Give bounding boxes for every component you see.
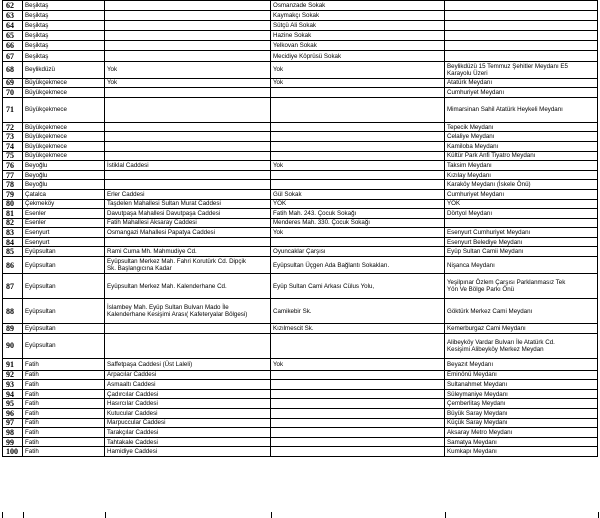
row-number: 63	[3, 11, 23, 21]
side-street-cell	[271, 180, 445, 190]
side-street-cell: Yok	[271, 161, 445, 171]
side-street-cell	[271, 447, 445, 457]
side-street-cell	[271, 399, 445, 409]
square-cell: Büyük Saray Meydanı	[445, 409, 598, 419]
main-street-cell	[105, 132, 271, 142]
side-street-cell: Eyüpsultan Üçgen Ada Bağlantı Sokakları.	[271, 257, 445, 274]
main-street-cell	[105, 180, 271, 190]
district-cell: Çekmeköy	[23, 199, 105, 209]
square-cell: Esenyurt Belediye Meydanı	[445, 237, 598, 247]
main-street-cell	[105, 237, 271, 247]
table-row	[3, 257, 598, 274]
side-street-cell	[271, 151, 445, 161]
district-cell: Beyoğlu	[23, 170, 105, 180]
main-street-cell: Kutucular Caddesi	[105, 409, 271, 419]
table-row	[3, 333, 598, 358]
row-number: 64	[3, 21, 23, 31]
table-body	[3, 1, 598, 457]
district-cell: Beyoğlu	[23, 161, 105, 171]
row-number: 69	[3, 78, 23, 88]
main-street-cell: Hamidiye Caddesi	[105, 447, 271, 457]
side-street-cell: Sütçü Ali Sokak	[271, 21, 445, 31]
square-cell	[445, 1, 598, 11]
table-row	[3, 11, 598, 21]
square-cell: Tepecik Meydanı	[445, 122, 598, 132]
square-cell: Dörtyol Meydanı	[445, 209, 598, 219]
square-cell: Beyazıt Meydanı	[445, 358, 598, 370]
row-number: 86	[3, 257, 23, 274]
table-row	[3, 199, 598, 209]
district-cell: Fatih	[23, 389, 105, 399]
table-row	[3, 122, 598, 132]
main-street-cell	[105, 333, 271, 358]
side-street-cell	[271, 370, 445, 380]
row-number: 72	[3, 122, 23, 132]
side-street-cell: Osmanzade Sokak	[271, 1, 445, 11]
district-cell: Esenler	[23, 209, 105, 219]
main-street-cell: Çadırcılar Caddesi	[105, 389, 271, 399]
side-street-cell: Eyüp Sultan Cami Arkası Cülus Yolu,	[271, 274, 445, 299]
table-row	[3, 61, 598, 78]
table-row	[3, 358, 598, 370]
main-street-cell: Tahtakale Caddesi	[105, 437, 271, 447]
district-cell: Büyükçekmece	[23, 88, 105, 98]
square-cell: Beylikdüzü 15 Temmuz Şehitler Meydanı E5 Karayolu Üzeri	[445, 61, 598, 78]
square-cell: Samatya Meydanı	[445, 437, 598, 447]
district-cell: Fatih	[23, 370, 105, 380]
table-row	[3, 141, 598, 151]
district-cell: Beşiktaş	[23, 51, 105, 61]
square-cell: Cumhuriyet Meydanı	[445, 88, 598, 98]
row-number: 65	[3, 31, 23, 41]
table-row	[3, 151, 598, 161]
square-cell: Eyüp Sultan Camii Meydanı	[445, 247, 598, 257]
district-cell: Fatih	[23, 447, 105, 457]
table-row	[3, 247, 598, 257]
table-row	[3, 1, 598, 11]
row-number: 82	[3, 218, 23, 228]
table-row	[3, 447, 598, 457]
side-street-cell	[271, 418, 445, 428]
row-number: 97	[3, 418, 23, 428]
square-cell: Kızılay Meydanı	[445, 170, 598, 180]
square-cell	[445, 31, 598, 41]
table-row	[3, 237, 598, 247]
square-cell: Esenyurt Cumhuriyet Meydanı	[445, 228, 598, 238]
square-cell	[445, 51, 598, 61]
table-row	[3, 170, 598, 180]
district-cell: Eyüpsultan	[23, 324, 105, 334]
table-row	[3, 399, 598, 409]
square-cell: Kumkapı Meydanı	[445, 447, 598, 457]
row-number: 87	[3, 274, 23, 299]
square-cell: Kemerburgaz Cami Meydanı	[445, 324, 598, 334]
row-number: 76	[3, 161, 23, 171]
main-street-cell	[105, 141, 271, 151]
main-street-cell	[105, 324, 271, 334]
table-row	[3, 437, 598, 447]
square-cell: Mimarsinan Sahil Atatürk Heykeli Meydanı	[445, 97, 598, 122]
row-number: 95	[3, 399, 23, 409]
next-row-partial	[2, 512, 599, 518]
district-cell: Büyükçekmece	[23, 97, 105, 122]
main-street-cell: Davutpaşa Mahallesi Davutpaşa Caddesi	[105, 209, 271, 219]
district-cell: Eyüpsultan	[23, 274, 105, 299]
main-street-cell: Asmaaltı Caddesi	[105, 380, 271, 390]
district-cell: Fatih	[23, 418, 105, 428]
main-street-cell: Hasırcılar Caddesi	[105, 399, 271, 409]
square-cell: Nişanca Meydanı	[445, 257, 598, 274]
row-number: 91	[3, 358, 23, 370]
table-row	[3, 41, 598, 51]
table-row	[3, 418, 598, 428]
district-cell: Büyükçekmece	[23, 78, 105, 88]
row-number: 88	[3, 299, 23, 324]
district-cell: Fatih	[23, 428, 105, 438]
district-cell: Büyükçekmece	[23, 151, 105, 161]
main-street-cell: Osmangazi Mahallesi Papatya Caddesi	[105, 228, 271, 238]
table-row	[3, 409, 598, 419]
row-number: 94	[3, 389, 23, 399]
district-cell: Fatih	[23, 399, 105, 409]
district-cell: Çatalca	[23, 189, 105, 199]
row-number: 75	[3, 151, 23, 161]
table-row	[3, 299, 598, 324]
side-street-cell	[271, 237, 445, 247]
square-cell: Göktürk Merkez Cami Meydanı	[445, 299, 598, 324]
side-street-cell: Yok	[271, 228, 445, 238]
row-number: 99	[3, 437, 23, 447]
side-street-cell	[271, 428, 445, 438]
district-cell: Büyükçekmece	[23, 122, 105, 132]
district-cell: Beyoğlu	[23, 180, 105, 190]
main-street-cell: Yok	[105, 61, 271, 78]
table-row	[3, 209, 598, 219]
row-number: 83	[3, 228, 23, 238]
main-street-cell: Eyüpsultan Merkez Mah. Kalenderhane Cd.	[105, 274, 271, 299]
main-street-cell: Saffetpaşa Caddesi (Üst Laleli)	[105, 358, 271, 370]
streets-squares-table	[2, 0, 598, 457]
district-cell: Beşiktaş	[23, 21, 105, 31]
side-street-cell	[271, 437, 445, 447]
side-street-cell: Fatih Mah. 243. Çocuk Sokağı	[271, 209, 445, 219]
table-row	[3, 88, 598, 98]
main-street-cell	[105, 21, 271, 31]
main-street-cell	[105, 97, 271, 122]
row-number: 90	[3, 333, 23, 358]
table-row	[3, 78, 598, 88]
district-cell: Büyükçekmece	[23, 141, 105, 151]
table-row	[3, 132, 598, 142]
main-street-cell	[105, 41, 271, 51]
side-street-cell: Menderes Mah. 330. Çocuk Sokağı	[271, 218, 445, 228]
row-number: 92	[3, 370, 23, 380]
row-number: 70	[3, 88, 23, 98]
district-cell: Beşiktaş	[23, 11, 105, 21]
district-cell: Eyüpsultan	[23, 257, 105, 274]
main-street-cell: Arpacılar Caddesi	[105, 370, 271, 380]
district-cell: Eyüpsultan	[23, 333, 105, 358]
square-cell: Sultanahmet Meydanı	[445, 380, 598, 390]
row-number: 68	[3, 61, 23, 78]
side-street-cell	[271, 333, 445, 358]
table-row	[3, 228, 598, 238]
main-street-cell	[105, 51, 271, 61]
district-cell: Fatih	[23, 380, 105, 390]
district-cell: Esenyurt	[23, 228, 105, 238]
main-street-cell	[105, 122, 271, 132]
main-street-cell: Yok	[105, 78, 271, 88]
district-cell: Beşiktaş	[23, 41, 105, 51]
main-street-cell: Fatih Mahallesi Aksaray Caddesi	[105, 218, 271, 228]
main-street-cell	[105, 1, 271, 11]
row-number: 77	[3, 170, 23, 180]
side-street-cell: Mecidiye Köprüsü Sokak	[271, 51, 445, 61]
row-number: 79	[3, 189, 23, 199]
square-cell: Kamiloba Meydanı	[445, 141, 598, 151]
side-street-cell	[271, 97, 445, 122]
row-number: 81	[3, 209, 23, 219]
side-street-cell	[271, 380, 445, 390]
side-street-cell	[271, 409, 445, 419]
side-street-cell: Oyuncaklar Çarşısı	[271, 247, 445, 257]
row-number: 98	[3, 428, 23, 438]
table-row	[3, 97, 598, 122]
table-row	[3, 324, 598, 334]
table-row	[3, 380, 598, 390]
district-cell: Eyüpsultan	[23, 247, 105, 257]
district-cell: Beşiktaş	[23, 1, 105, 11]
square-cell	[445, 21, 598, 31]
square-cell	[445, 11, 598, 21]
main-street-cell	[105, 88, 271, 98]
side-street-cell	[271, 88, 445, 98]
district-cell: Büyükçekmece	[23, 132, 105, 142]
side-street-cell: Gül Sokak	[271, 189, 445, 199]
square-cell: Küçük Saray Meydanı	[445, 418, 598, 428]
main-street-cell: İstiklal Caddesi	[105, 161, 271, 171]
square-cell: Karaköy Meydanı (İskele Önü)	[445, 180, 598, 190]
square-cell: Çemberlitaş Meydanı	[445, 399, 598, 409]
row-number: 67	[3, 51, 23, 61]
table-row	[3, 180, 598, 190]
side-street-cell: Yelkovan Sokak	[271, 41, 445, 51]
side-street-cell	[271, 132, 445, 142]
row-number: 62	[3, 1, 23, 11]
side-street-cell	[271, 141, 445, 151]
row-number: 93	[3, 380, 23, 390]
district-cell: Esenyurt	[23, 237, 105, 247]
side-street-cell	[271, 389, 445, 399]
square-cell	[445, 218, 598, 228]
table-row	[3, 370, 598, 380]
square-cell: Kültür Park Anfi Tiyatro Meydanı	[445, 151, 598, 161]
square-cell: Eminönü Meydanı	[445, 370, 598, 380]
row-number: 84	[3, 237, 23, 247]
main-street-cell	[105, 170, 271, 180]
main-street-cell: Marpuccular Caddesi	[105, 418, 271, 428]
district-cell: Fatih	[23, 358, 105, 370]
side-street-cell	[271, 122, 445, 132]
square-cell: Taksim Meydanı	[445, 161, 598, 171]
main-street-cell	[105, 31, 271, 41]
row-number: 66	[3, 41, 23, 51]
table-row	[3, 274, 598, 299]
side-street-cell: Yok	[271, 78, 445, 88]
main-street-cell: Erler Caddesi	[105, 189, 271, 199]
side-street-cell	[271, 170, 445, 180]
side-street-cell: Camikebir Sk.	[271, 299, 445, 324]
table-row	[3, 31, 598, 41]
side-street-cell: Hazine Sokak	[271, 31, 445, 41]
table-row	[3, 389, 598, 399]
side-street-cell: Yok	[271, 358, 445, 370]
side-street-cell: Kaymakçı Sokak	[271, 11, 445, 21]
row-number: 74	[3, 141, 23, 151]
row-number: 96	[3, 409, 23, 419]
main-street-cell	[105, 151, 271, 161]
square-cell: Cumhuriyet Meydanı	[445, 189, 598, 199]
main-street-cell: Eyüpsultan Merkez Mah. Fahri Korutürk Cd. Dipçik Sk. Başlangıcına Kadar	[105, 257, 271, 274]
row-number: 78	[3, 180, 23, 190]
main-street-cell: Tarakçılar Caddesi	[105, 428, 271, 438]
side-street-cell: YOK	[271, 199, 445, 209]
table-row	[3, 51, 598, 61]
row-number: 71	[3, 97, 23, 122]
row-number: 85	[3, 247, 23, 257]
table-row	[3, 218, 598, 228]
side-street-cell: Kızılmescit Sk.	[271, 324, 445, 334]
table-row	[3, 428, 598, 438]
main-street-cell: İslambey Mah. Eyüp Sultan Bulvarı Mado İle Kalenderhane Kesişimi Arası( Kafeteryalar Bölgesi)	[105, 299, 271, 324]
district-cell: Eyüpsultan	[23, 299, 105, 324]
main-street-cell: Rami Cuma Mh. Mahmudiye Cd.	[105, 247, 271, 257]
district-cell: Fatih	[23, 437, 105, 447]
square-cell: Yeşilpınar Özlem Çarşısı Parklanmasız Tek Yön Ve Bölge Parkı Önü	[445, 274, 598, 299]
district-cell: Esenler	[23, 218, 105, 228]
square-cell: Aksaray Metro Meydanı	[445, 428, 598, 438]
square-cell: Celaliye Meydanı	[445, 132, 598, 142]
table-row	[3, 21, 598, 31]
square-cell: Süleymaniye Meydanı	[445, 389, 598, 399]
square-cell: YOK	[445, 199, 598, 209]
table-row	[3, 189, 598, 199]
row-number: 89	[3, 324, 23, 334]
district-cell: Fatih	[23, 409, 105, 419]
district-cell: Beylikdüzü	[23, 61, 105, 78]
main-street-cell	[105, 11, 271, 21]
row-number: 73	[3, 132, 23, 142]
row-number: 80	[3, 199, 23, 209]
square-cell	[445, 41, 598, 51]
side-street-cell: Yok	[271, 61, 445, 78]
main-street-cell: Taşdelen Mahallesi Sultan Murat Caddesi	[105, 199, 271, 209]
square-cell: Atatürk Meydanı	[445, 78, 598, 88]
square-cell: Alibeyköy Vardar Bulvarı İle Atatürk Cd. Kesişimi Alibeyköy Merkez Meydan	[445, 333, 598, 358]
row-number: 100	[3, 447, 23, 457]
district-cell: Beşiktaş	[23, 31, 105, 41]
table-row	[3, 161, 598, 171]
